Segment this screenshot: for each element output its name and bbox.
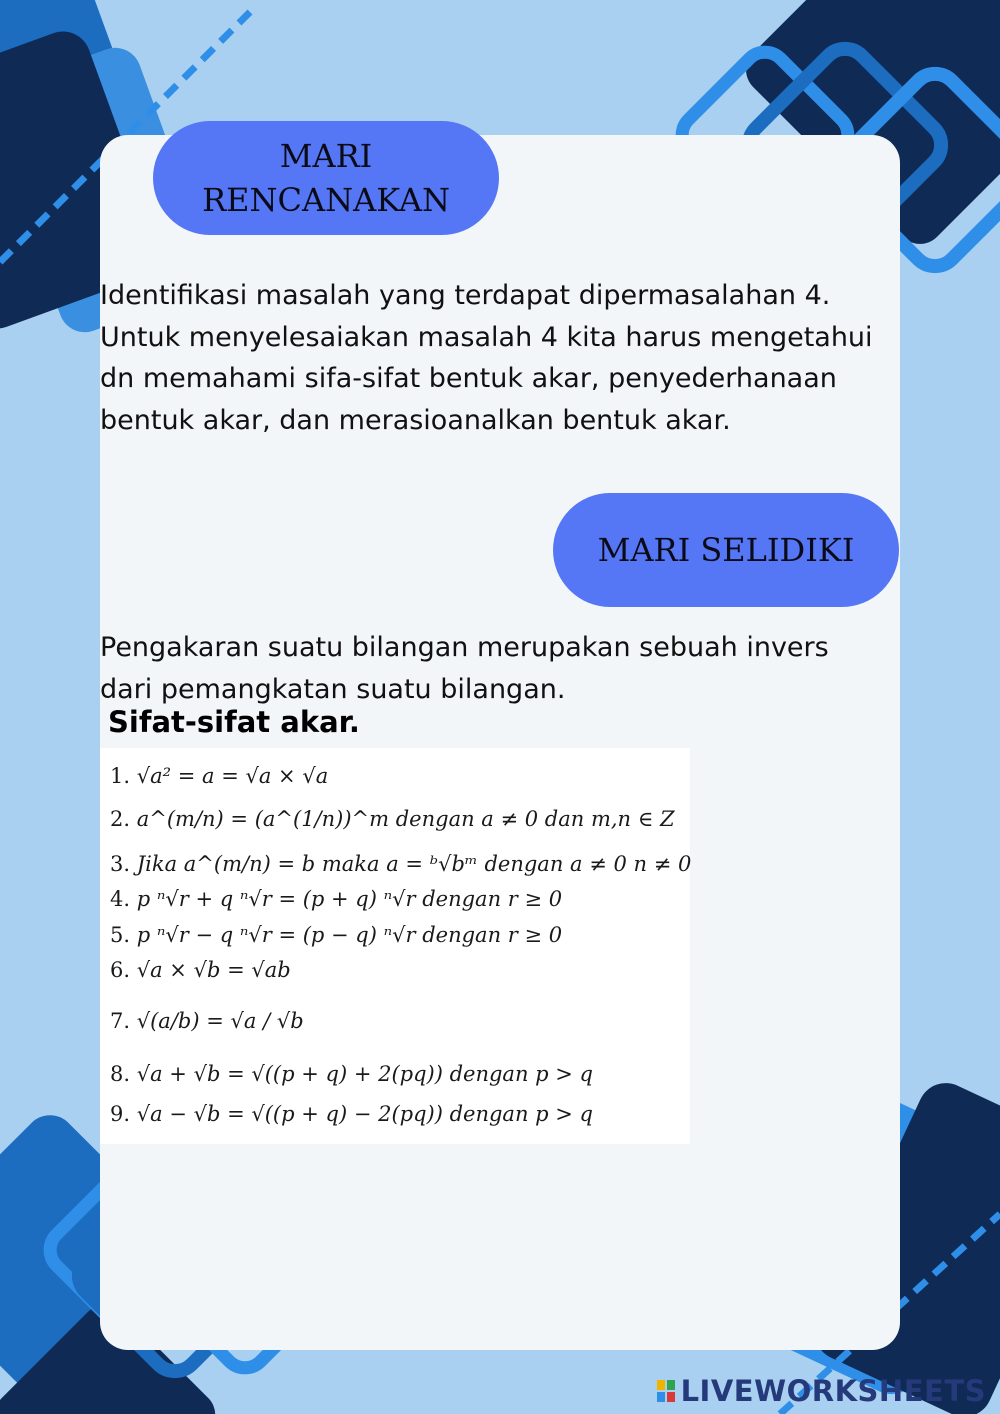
- formula-row: [110, 887, 562, 911]
- paragraph-line: Pengakaran suatu bilangan merupakan sebuah invers: [100, 632, 829, 663]
- liveworksheets-logo-icon: [657, 1380, 675, 1402]
- formula-number: 8.: [110, 1062, 131, 1086]
- formula-row: [110, 807, 675, 831]
- formula-text: √a × √b = √ab: [136, 958, 291, 982]
- paragraph-line: dn memahami sifa-sifat bentuk akar, penyederhanaan: [100, 363, 837, 394]
- heading-plan-line2: RENCANAKAN: [202, 181, 450, 219]
- pengakaran-paragraph: [100, 627, 920, 710]
- formula-text: √a + √b = √((p + q) + 2(pq)) dengan p > q: [136, 1062, 593, 1086]
- heading-mari-selidiki: [553, 493, 899, 607]
- formula-number: 2.: [110, 807, 131, 831]
- formula-text: p ⁿ√r + q ⁿ√r = (p + q) ⁿ√r dengan r ≥ 0: [136, 887, 563, 911]
- formula-text: a^(m/n) = (a^(1/n))^m dengan a ≠ 0 dan m,n ∈ Z: [136, 807, 675, 831]
- formula-list: [100, 748, 690, 1144]
- formula-row: [110, 1009, 304, 1033]
- formula-number: 9.: [110, 1102, 131, 1126]
- formula-text: p ⁿ√r − q ⁿ√r = (p − q) ⁿ√r dengan r ≥ 0: [136, 923, 563, 947]
- formula-row: [110, 1102, 593, 1126]
- formula-row: [110, 852, 691, 876]
- formula-row: [110, 958, 291, 982]
- formula-number: 4.: [110, 887, 131, 911]
- heading-mari-rencanakan: [153, 121, 499, 235]
- brand-text: LIVEWORKSHEETS: [680, 1374, 986, 1408]
- identifikasi-paragraph: [100, 275, 920, 441]
- formula-row: [110, 764, 328, 788]
- sifat-akar-title: Sifat-sifat akar.: [108, 705, 360, 739]
- formula-row: [110, 1062, 593, 1086]
- liveworksheets-brand[interactable]: [657, 1374, 986, 1408]
- heading-selidiki-text: MARI SELIDIKI: [597, 531, 855, 569]
- formula-number: 5.: [110, 923, 131, 947]
- formula-number: 7.: [110, 1009, 131, 1033]
- formula-row: [110, 923, 562, 947]
- formula-text: √a − √b = √((p + q) − 2(pq)) dengan p > q: [136, 1102, 593, 1126]
- paragraph-line: Identifikasi masalah yang terdapat dipermasalahan 4.: [100, 280, 831, 311]
- formula-text: √a² = a = √a × √a: [136, 764, 329, 788]
- paragraph-line: dari pemangkatan suatu bilangan.: [100, 673, 566, 705]
- formula-number: 6.: [110, 958, 131, 982]
- formula-number: 3.: [110, 852, 131, 876]
- formula-text: Jika a^(m/n) = b maka a = ᵇ√bᵐ dengan a ≠ 0 n ≠ 0: [136, 852, 692, 876]
- formula-number: 1.: [110, 764, 131, 788]
- formula-text: √(a/b) = √a / √b: [136, 1009, 304, 1033]
- paragraph-line: Untuk menyelesaiakan masalah 4 kita harus mengetahui: [100, 321, 873, 353]
- heading-plan-line1: MARI: [279, 137, 373, 175]
- paragraph-line: bentuk akar, dan merasioanalkan bentuk akar.: [100, 404, 731, 436]
